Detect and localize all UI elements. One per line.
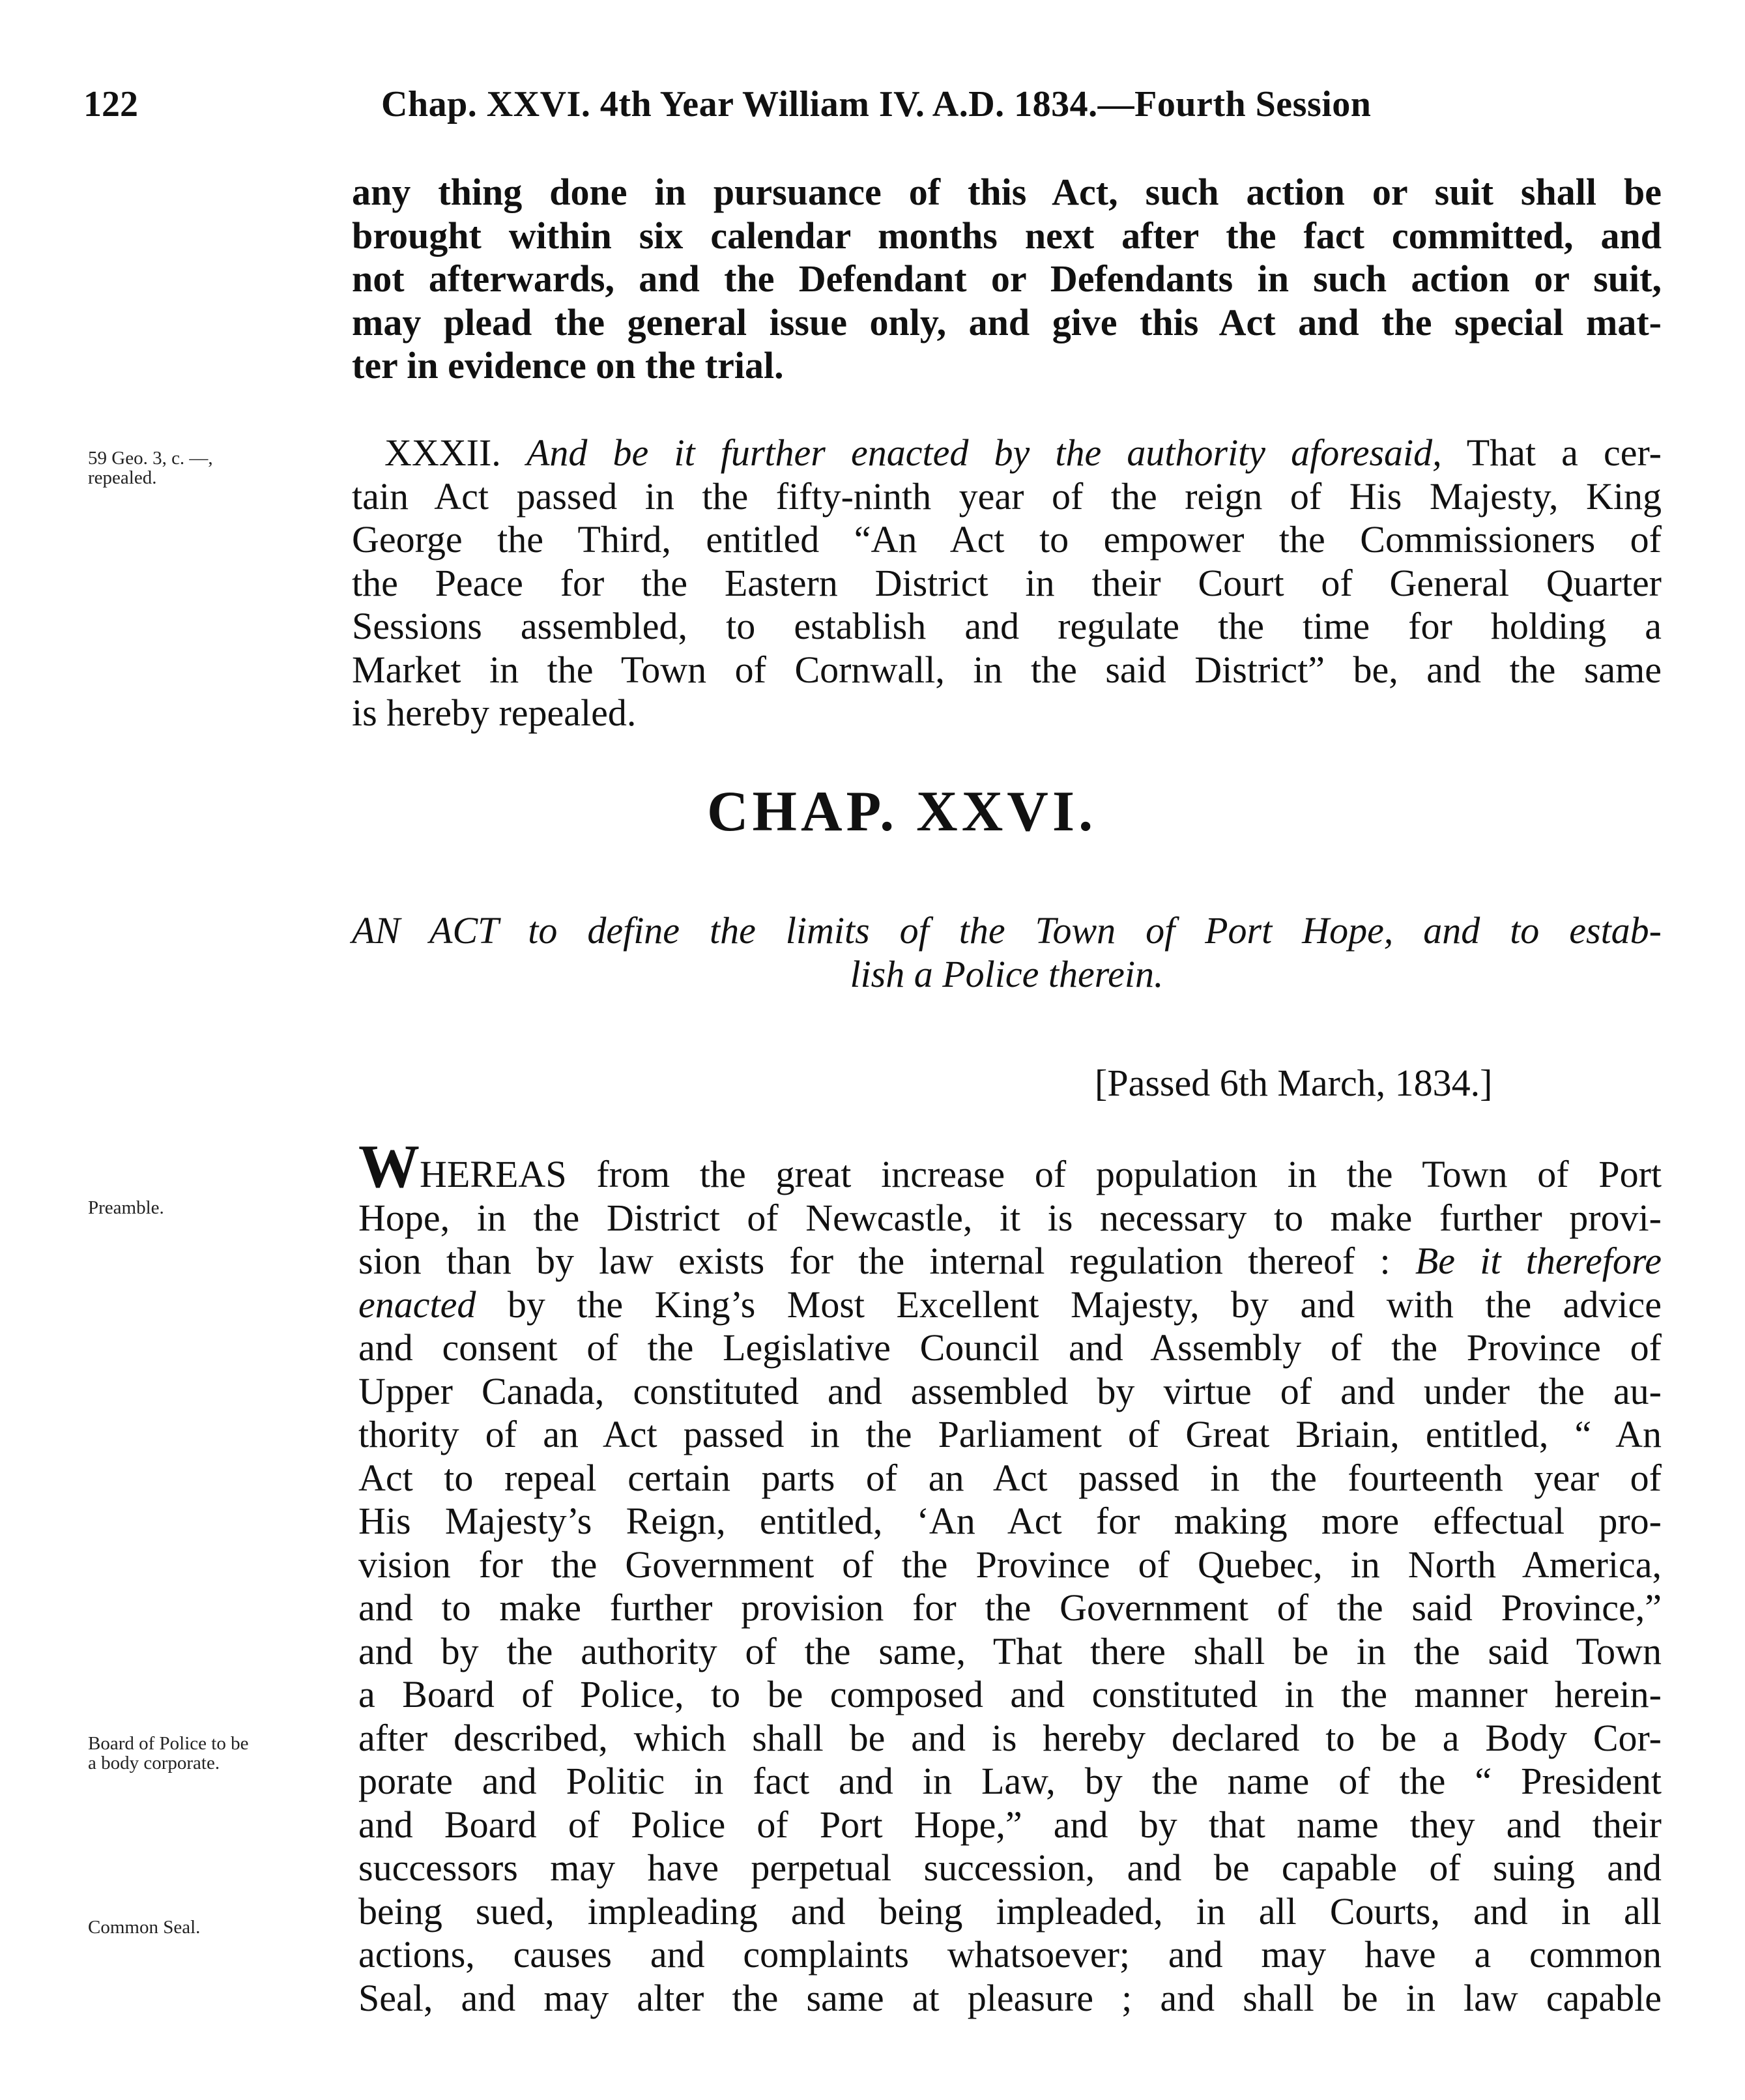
text-line: Market in the Town of Cornwall, in the said District” be, and the same	[352, 648, 1662, 691]
text-fragment: That a cer-	[1466, 431, 1662, 474]
text-line: ter in evidence on the trial.	[352, 344, 784, 386]
text-line: a Board of Police, to be composed and constituted in the manner herein-	[358, 1673, 1662, 1715]
text-line: Act to repeal certain parts of an Act passed in the fourteenth year of	[358, 1456, 1662, 1499]
margin-note-repeal	[88, 448, 213, 488]
text-line: Sessions assembled, to establish and regulate the time for holding a	[352, 605, 1662, 647]
text-line: is hereby repealed.	[352, 692, 637, 734]
text-fragment: sion than by law exists for the internal regulation thereof :	[358, 1240, 1391, 1282]
text-line: being sued, impleading and being impleaded, in all Courts, and in all	[358, 1889, 1662, 1932]
preamble-first-line	[358, 1133, 1662, 1201]
margin-note-line: a body corporate.	[88, 1753, 220, 1773]
margin-note-board	[88, 1734, 248, 1773]
text-line: Upper Canada, constituted and assembled by virtue of and under the au-	[358, 1369, 1662, 1412]
running-head: Chap. XXVI. 4th Year William IV. A.D. 1834.—Fourth Session	[381, 84, 1372, 124]
act-title-line: AN ACT to define the limits of the Town of Port Hope, and to estab-	[352, 909, 1662, 952]
text-line	[358, 1240, 1662, 1283]
section-first-line	[352, 431, 1662, 475]
passed-date: [Passed 6th March, 1834.]	[1095, 1062, 1493, 1104]
drop-cap: W	[358, 1133, 420, 1201]
enacting-phrase: enacted	[358, 1283, 476, 1326]
section-xxxii	[352, 431, 1662, 735]
continuation-paragraph	[352, 171, 1662, 388]
text-line: brought within six calendar months next after the fact committed, and	[352, 214, 1662, 257]
margin-note-line: 59 Geo. 3, c. —,	[88, 448, 213, 469]
text-line: thority of an Act passed in the Parliament of Great Briain, entitled, “ An	[358, 1413, 1662, 1455]
text-line: successors may have perpetual succession, and be capable of suing and	[358, 1846, 1662, 1889]
text-line	[358, 1283, 1662, 1327]
text-line: and to make further provision for the Government of the said Province,”	[358, 1586, 1662, 1629]
text-line: the Peace for the Eastern District in their Court of General Quarter	[352, 561, 1662, 604]
text-line: not afterwards, and the Defendant or Defendants in such action or suit,	[352, 257, 1662, 300]
act-title-line: lish a Police therein.	[850, 952, 1164, 995]
text-line: George the Third, entitled “An Act to empower the Commissioners of	[352, 518, 1662, 561]
text-line: and consent of the Legislative Council and Assembly of the Province of	[358, 1326, 1662, 1369]
margin-note-line: repealed.	[88, 467, 157, 488]
margin-note-preamble: Preamble.	[88, 1197, 164, 1218]
text-line: and by the authority of the same, That there shall be in the said Town	[358, 1629, 1662, 1672]
enacting-phrase: And be it further enacted by the authority aforesaid,	[526, 431, 1442, 474]
page-number: 122	[83, 84, 138, 124]
text-line: vision for the Government of the Province of Quebec, in North America,	[358, 1543, 1662, 1586]
text-line: and Board of Police of Port Hope,” and by that name they and their	[358, 1803, 1662, 1846]
enacting-phrase: Be it therefore	[1415, 1240, 1662, 1282]
text-line: after described, which shall be and is hereby declared to be a Body Cor-	[358, 1716, 1662, 1759]
text-fragment: HEREAS from the great increase of population in the Town of Port	[420, 1153, 1662, 1195]
text-line: porate and Politic in fact and in Law, by the name of the “ President	[358, 1760, 1662, 1802]
text-line: tain Act passed in the fifty-ninth year of the reign of His Majesty, King	[352, 474, 1662, 518]
margin-note-seal: Common Seal.	[88, 1917, 201, 1938]
section-number: XXXII.	[384, 431, 501, 474]
text-line: any thing done in pursuance of this Act, such action or suit shall be	[352, 171, 1662, 213]
text-line: Hope, in the District of Newcastle, it is necessary to make further provi-	[358, 1196, 1662, 1239]
text-line: actions, causes and complaints whatsoever; and may have a common	[358, 1933, 1662, 1976]
text-line: His Majesty’s Reign, entitled, ‘An Act for making more effectual pro-	[358, 1500, 1662, 1542]
chapter-title: CHAP. XXVI.	[706, 780, 1097, 843]
preamble-paragraph	[358, 1133, 1662, 2020]
act-title	[352, 909, 1662, 996]
text-fragment: by the King’s Most Excellent Majesty, by and with the advice	[507, 1283, 1662, 1326]
margin-note-line: Board of Police to be	[88, 1733, 249, 1754]
text-line: Seal, and may alter the same at pleasure ; and shall be in law capable	[358, 1976, 1662, 2019]
text-line: may plead the general issue only, and give this Act and the special mat-	[352, 300, 1662, 343]
